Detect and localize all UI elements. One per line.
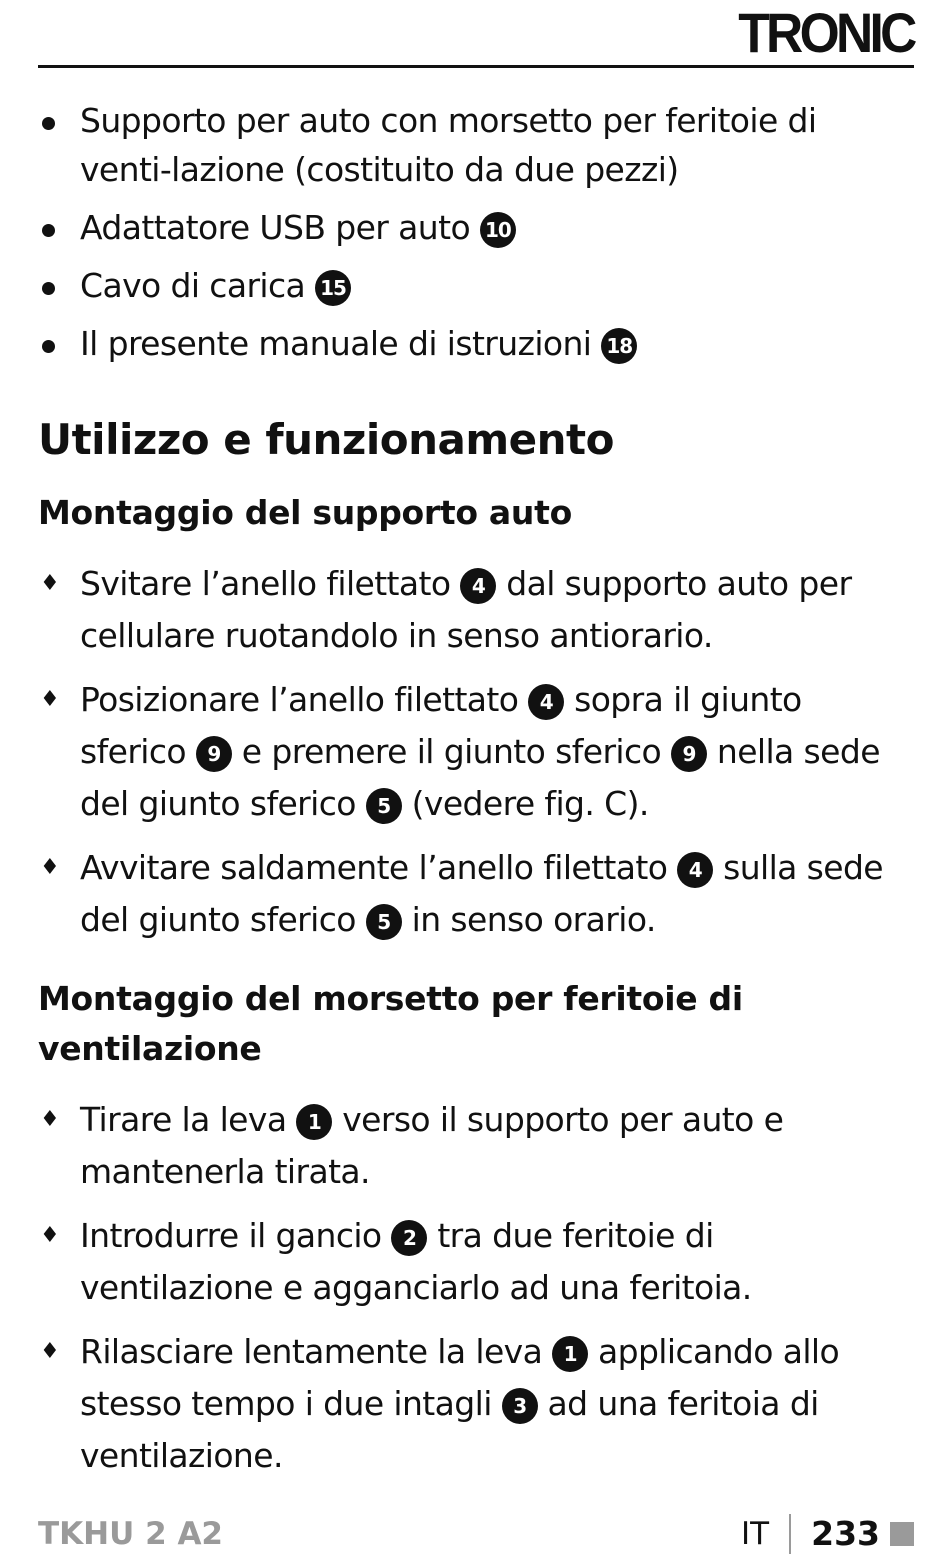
- list-item: Il presente manuale di istruzioni 18: [38, 319, 914, 368]
- section-title: Utilizzo e funzionamento: [38, 415, 614, 464]
- step-item: ♦ Avvitare saldamente l’anello filettato 4 sulla sede del giunto sferico 5 in senso orario.: [38, 842, 914, 946]
- diamond-bullet-icon: ♦: [40, 1339, 60, 1364]
- diamond-bullet-icon: ♦: [40, 1107, 60, 1132]
- diamond-bullet-icon: ♦: [40, 855, 60, 880]
- step-item: ♦ Posizionare l’anello filettato 4 sopra il giunto sferico 9 e premere il giunto sferico 9 nella sede del giunto sferico 5 (vedere fig. C).: [38, 674, 914, 830]
- page-content: [38, 96, 914, 1510]
- square-marker-icon: [890, 1522, 914, 1546]
- language-code: IT: [741, 1516, 770, 1552]
- step-item: ♦ Svitare l’anello filettato 4 dal supporto auto per cellulare ruotandolo in senso antiorario.: [38, 558, 914, 662]
- car-mount-steps: [38, 558, 914, 946]
- header-rule: [38, 65, 914, 68]
- page-footer: [38, 1512, 914, 1556]
- step-item: ♦ Introdurre il gancio 2 tra due feritoie di ventilazione e agganciarlo ad una feritoia.: [38, 1210, 914, 1314]
- reference-number: 3: [502, 1388, 538, 1424]
- step-item: ♦ Tirare la leva 1 verso il supporto per auto e mantenerla tirata.: [38, 1094, 914, 1198]
- reference-number: 4: [528, 684, 564, 720]
- step-item: ♦ Rilasciare lentamente la leva 1 applicando allo stesso tempo i due intagli 3 ad una feritoia di ventilazione.: [38, 1326, 914, 1482]
- reference-number: 1: [296, 1104, 332, 1140]
- diamond-bullet-icon: ♦: [40, 687, 60, 712]
- reference-number: 4: [677, 852, 713, 888]
- reference-number: 18: [601, 328, 637, 364]
- reference-number: 5: [366, 904, 402, 940]
- brand-logo: TRONIC: [738, 1, 914, 64]
- reference-number: 9: [671, 736, 707, 772]
- reference-number: 4: [460, 568, 496, 604]
- reference-number: 1: [552, 1336, 588, 1372]
- subsection-title: Montaggio del morsetto per feritoie di ventilazione: [38, 979, 743, 1068]
- footer-right: [741, 1512, 914, 1556]
- diamond-bullet-icon: ♦: [40, 1223, 60, 1248]
- model-number: TKHU 2 A2: [38, 1516, 224, 1552]
- diamond-bullet-icon: ♦: [40, 571, 60, 596]
- package-contents-list: [38, 96, 914, 368]
- reference-number: 2: [391, 1220, 427, 1256]
- reference-number: 15: [315, 270, 351, 306]
- list-item: Cavo di carica 15: [38, 261, 914, 310]
- reference-number: 5: [366, 788, 402, 824]
- page-number: 233: [811, 1514, 880, 1553]
- footer-divider: [789, 1514, 791, 1554]
- reference-number: 10: [480, 212, 516, 248]
- list-item: Adattatore USB per auto 10: [38, 203, 914, 252]
- reference-number: 9: [196, 736, 232, 772]
- subsection-title: Montaggio del supporto auto: [38, 493, 572, 532]
- list-item: Supporto per auto con morsetto per feritoie di venti-lazione (costituito da due pezzi): [38, 96, 914, 194]
- vent-clip-steps: [38, 1094, 914, 1482]
